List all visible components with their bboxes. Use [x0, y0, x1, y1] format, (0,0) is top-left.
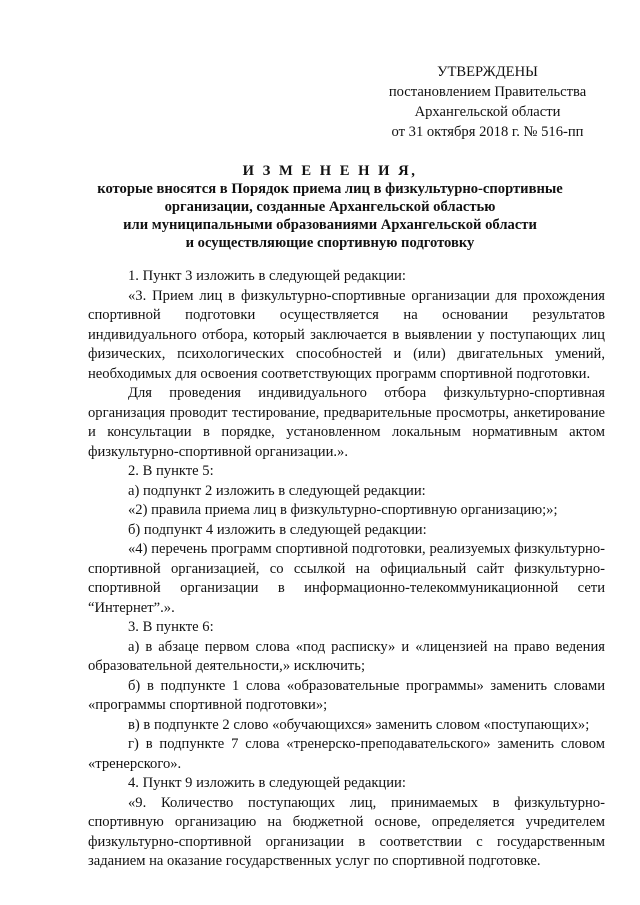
approval-line-2: постановлением Правительства — [388, 84, 587, 100]
paragraph: Для проведения индивидуального отбора физкультурно-спортивная организация проводит тестирование, предварительные просмотры, анкетирование и консультации в порядке, установленном локальным нормативным актом физкультурно-спортивной организации.». — [88, 385, 605, 460]
paragraph: «3. Прием лиц в физкультурно-спортивные организации для прохождения спортивной подготовки осуществляется на основании результатов индивидуального отбора, который заключается в выявлении у поступающих лиц физических, психологических способностей и (или) двигательных умений, необходимых для освоения соответствующих программ спортивной подготовки. — [88, 287, 605, 382]
approval-line-3: Архангельской области — [414, 104, 561, 120]
paragraph: 3. В пункте 6: — [128, 619, 214, 635]
approval-stamp — [370, 62, 605, 142]
title-line-2: организации, созданные Архангельской областью — [164, 199, 496, 215]
approval-line-4: от 31 октября 2018 г. № 516-пп — [391, 124, 584, 140]
paragraph: 2. В пункте 5: — [128, 463, 214, 479]
paragraph: б) подпункт 4 изложить в следующей редакции: — [128, 521, 427, 538]
title-line-1: которые вносятся в Порядок приема лиц в физкультурно-спортивные — [97, 181, 563, 197]
paragraph: «2) правила приема лиц в физкультурно-спортивную организацию;»; — [128, 502, 558, 518]
paragraph: а) подпункт 2 изложить в следующей редакции: — [128, 482, 426, 499]
title-line-3: или муниципальными образованиями Архангельской области — [123, 217, 537, 233]
paragraph: а) в абзаце первом слова «под расписку» и «лицензией на право ведения образовательной деятельности,» исключить; — [88, 638, 605, 674]
document-title — [55, 162, 605, 252]
approval-heading: УТВЕРЖДЕНЫ — [437, 64, 538, 80]
paragraph: в) в подпункте 2 слово «обучающихся» заменить словом «поступающих»; — [128, 716, 590, 733]
title-heading: И З М Е Н Е Н И Я, — [242, 163, 418, 179]
paragraph: «9. Количество поступающих лиц, принимаемых в физкультурно-спортивную организацию на бюджетной основе, определяется учредителем физкультурно-спортивной организации в соответствии с государственным заданием на оказание государственных услуг по спортивной подготовке. — [88, 794, 605, 869]
paragraph: 1. Пункт 3 изложить в следующей редакции: — [128, 268, 406, 284]
paragraph: г) в подпункте 7 слова «тренерско-преподавательского» заменить словом «тренерского». — [88, 736, 605, 772]
paragraph: «4) перечень программ спортивной подготовки, реализуемых физкультурно-спортивной организацией, со ссылкой на официальный сайт физкультурно-спортивной организации в информационно-телекоммуникационной сети “Интернет”.». — [88, 541, 605, 616]
title-line-4: и осуществляющие спортивную подготовку — [185, 235, 475, 251]
document-body — [88, 267, 605, 872]
paragraph: 4. Пункт 9 изложить в следующей редакции: — [128, 775, 406, 791]
paragraph: б) в подпункте 1 слова «образовательные программы» заменить словами «программы спортивной подготовки»; — [88, 677, 605, 713]
